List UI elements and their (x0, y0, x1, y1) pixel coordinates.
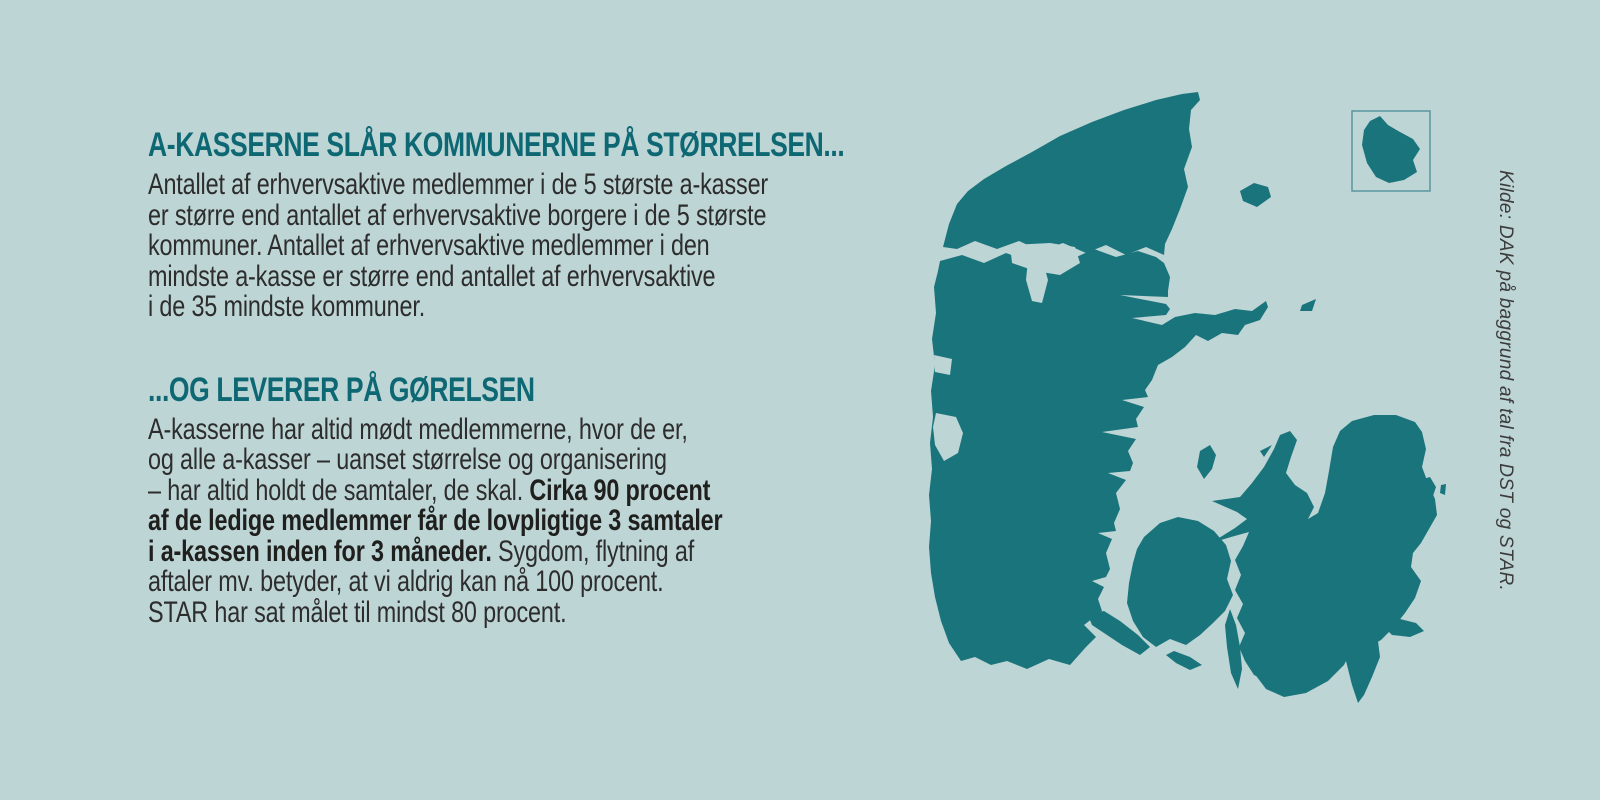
body-text-segment: i de 35 mindste kommuner. (148, 290, 426, 323)
map-region-laeso (1240, 183, 1271, 207)
text-section (148, 126, 897, 323)
denmark-map (900, 85, 1460, 795)
section-heading: ...OG LEVERER PÅ GØRELSEN (148, 370, 535, 409)
denmark-map-svg (900, 85, 1460, 795)
body-text-segment: er større end antallet af erhvervsaktive borgere i de 5 største (148, 198, 767, 232)
body-text-segment: mindste a-kasse er større end antallet af erhvervsaktive (148, 259, 716, 293)
map-region-north-jutland (943, 92, 1200, 255)
body-text-segment: – har altid holdt de samtaler, de skal. (148, 473, 530, 507)
map-region-bornholm (1362, 116, 1420, 183)
body-text-segment: A-kasserne har altid mødt medlemmerne, hvor de er, (148, 412, 688, 446)
text-section (148, 371, 897, 629)
map-region-saltholm (1440, 484, 1446, 495)
map-region-falster (1346, 633, 1380, 703)
map-region-samso (1197, 445, 1216, 479)
section-paragraph (148, 170, 897, 323)
bold-text-segment: Cirka 90 procent (529, 473, 711, 507)
map-region-sejero (1260, 445, 1272, 457)
bold-text-segment: af de ledige medlemmer får de lovpligtige 3 samtaler (148, 504, 723, 537)
bold-text-segment: i a-kassen inden for 3 måneder. (148, 534, 492, 568)
body-text-segment: Sygdom, flytning af (491, 534, 695, 568)
body-text-segment: aftaler mv. betyder, at vi aldrig kan nå 100 procent. (148, 565, 664, 598)
source-note: Kilde: DAK på baggrund af tal fra DST og STAR. (1495, 170, 1516, 592)
section-paragraph (148, 412, 897, 629)
map-region-aero (1166, 651, 1202, 670)
body-text-segment: kommuner. Antallet af erhvervsaktive medlemmer i den (148, 229, 710, 262)
body-text-segment: og alle a-kasser – uanset størrelse og organisering (148, 443, 667, 476)
text-column (148, 126, 897, 676)
map-region-lolland (1248, 629, 1352, 697)
body-text-segment: Antallet af erhvervsaktive medlemmer i de 5 største a-kasser (148, 168, 769, 201)
body-text-segment: STAR har sat målet til mindst 80 procent. (148, 595, 567, 629)
map-region-anholt (1300, 299, 1316, 311)
section-heading: A-KASSERNE SLÅR KOMMUNERNE PÅ STØRRELSEN... (148, 126, 845, 164)
map-region-funen (1127, 517, 1233, 647)
